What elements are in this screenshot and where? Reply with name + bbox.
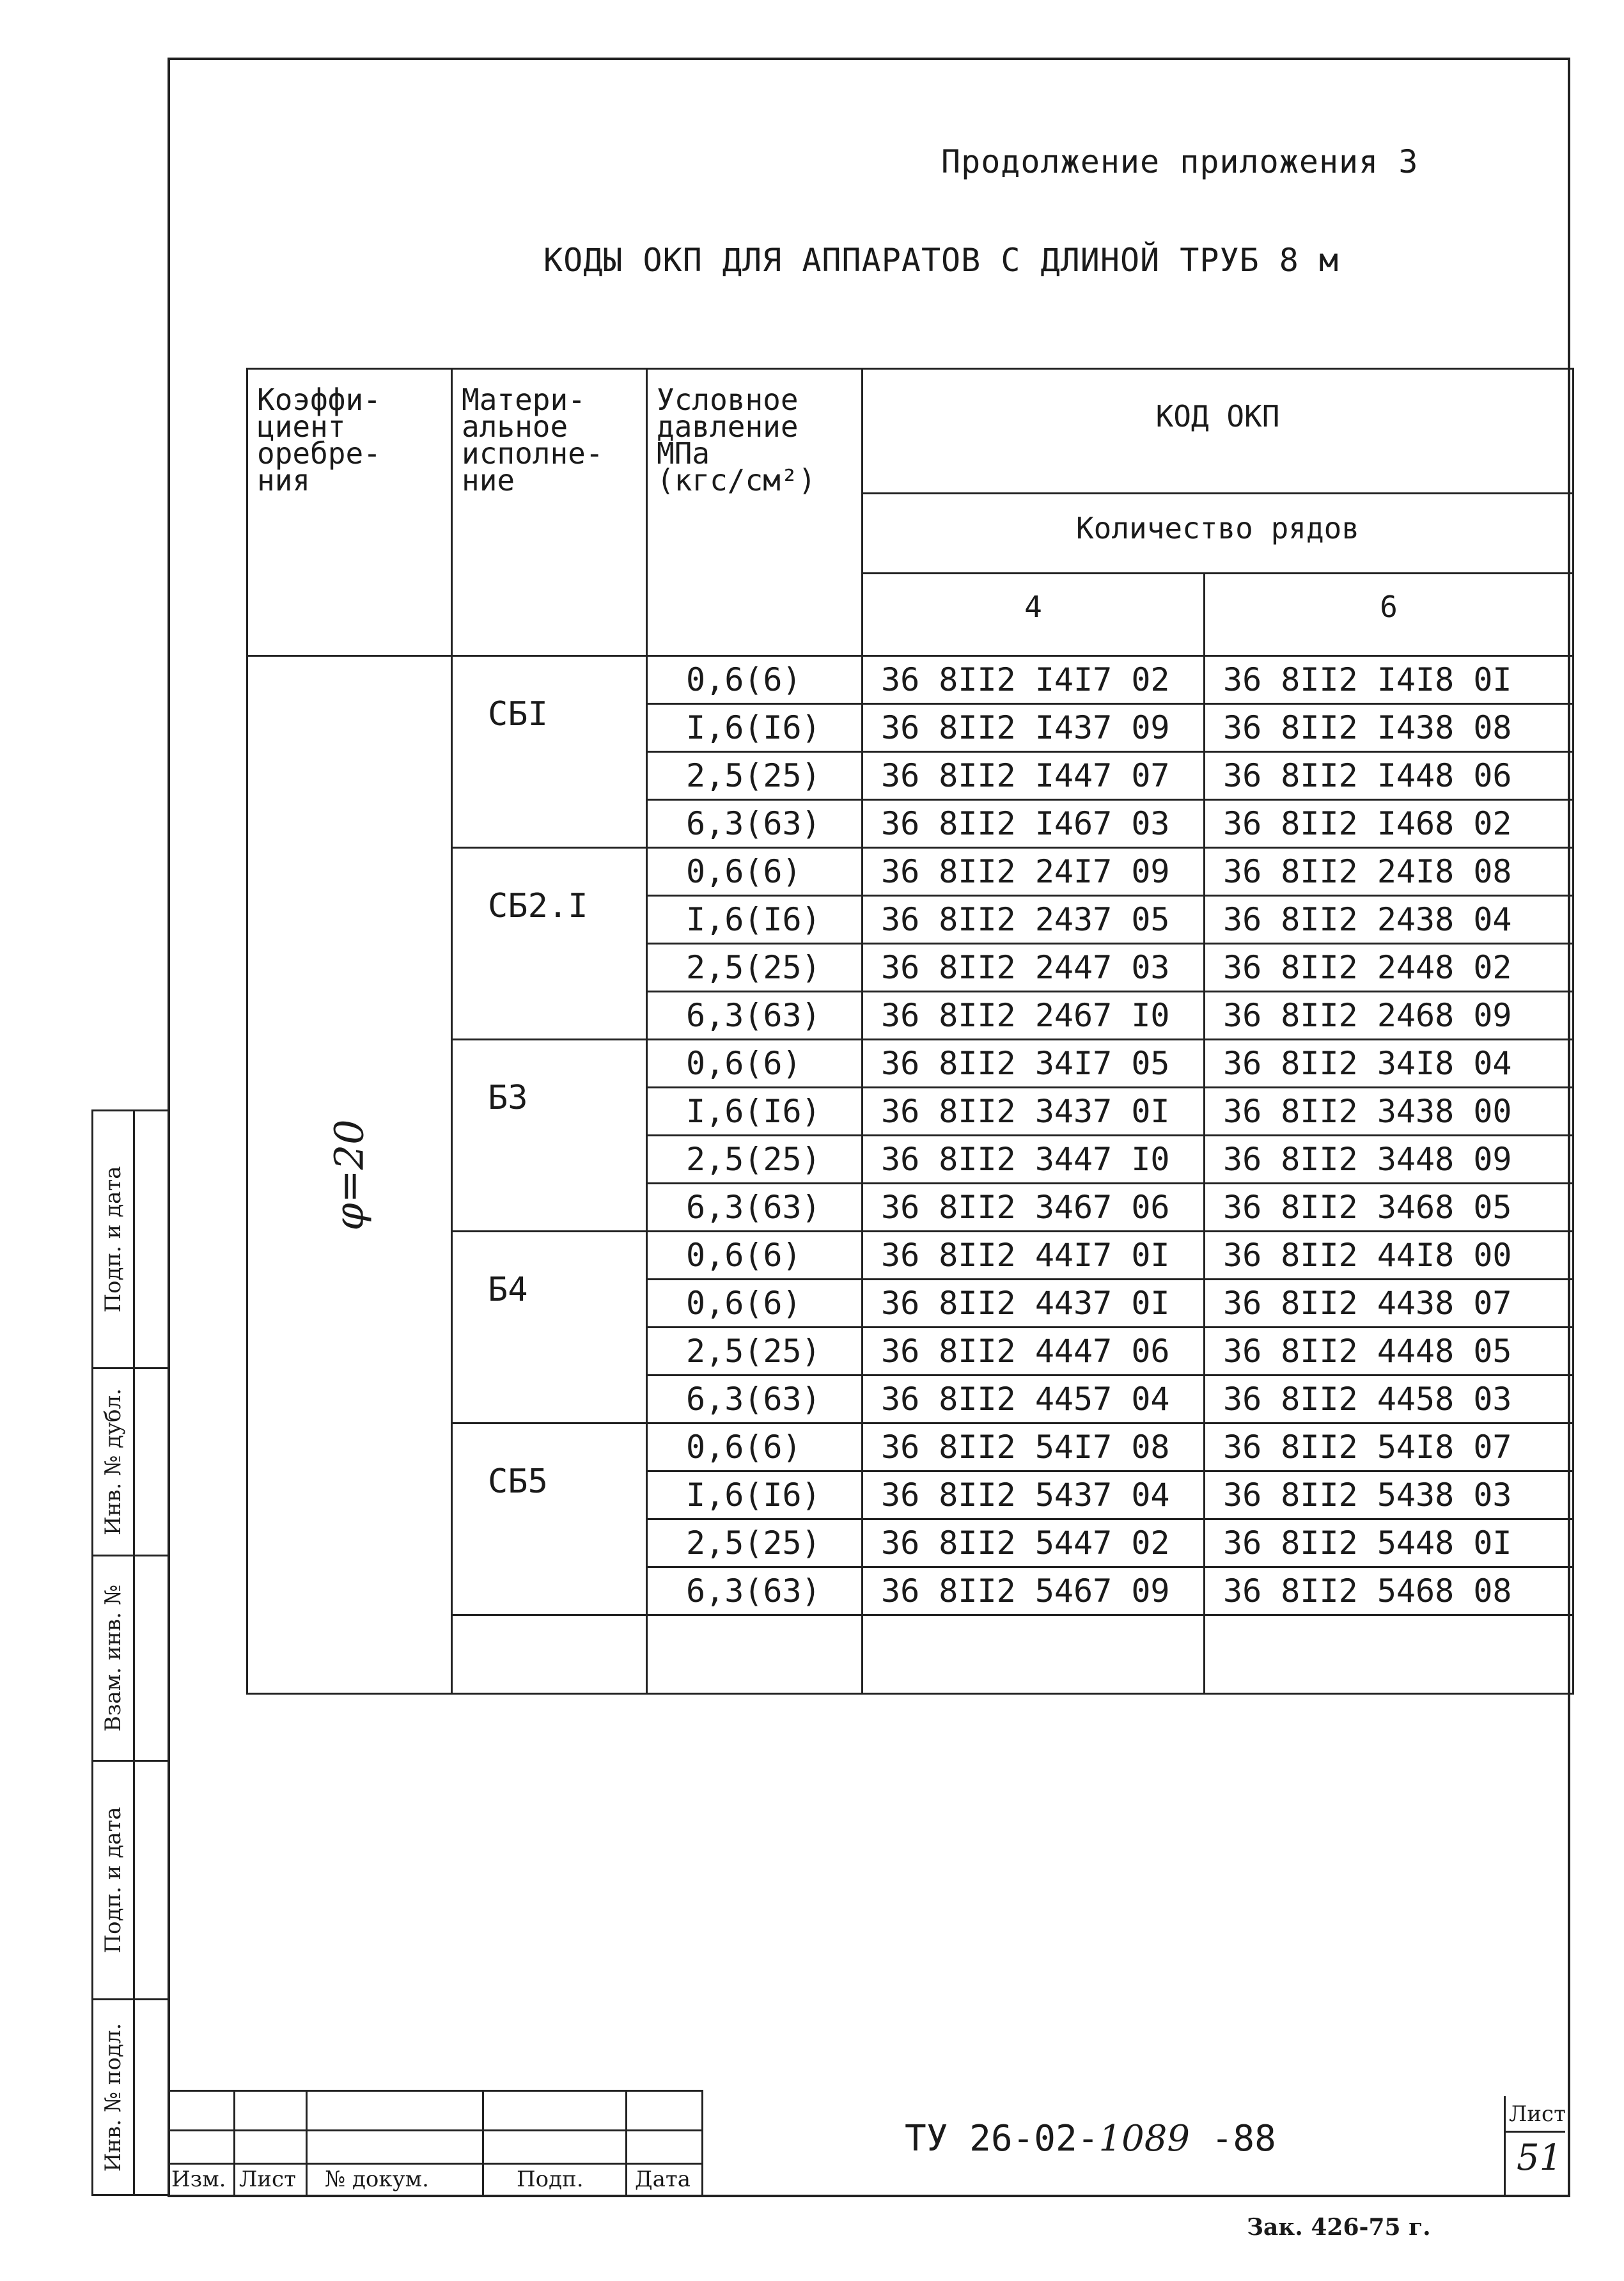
code-4-rows-cell: 36 8II2 3467 06 xyxy=(863,1184,1205,1232)
pressure-cell: 6,3(63) xyxy=(647,1376,863,1423)
code-6-rows-cell: 36 8II2 34I8 04 xyxy=(1205,1040,1573,1088)
code-6-rows-cell: 36 8II2 4448 05 xyxy=(1205,1328,1573,1376)
code-4-rows-cell: 36 8II2 I467 03 xyxy=(863,800,1205,848)
pressure-cell: I,6(I6) xyxy=(647,1088,863,1136)
material-cell: СБ2.I xyxy=(452,848,647,1040)
pressure-cell: I,6(I6) xyxy=(647,1471,863,1519)
empty-cell xyxy=(1205,1615,1573,1694)
code-6-rows-cell: 36 8II2 5438 03 xyxy=(1205,1471,1573,1519)
strip-label: Подп. и дата xyxy=(100,1807,126,1954)
tb-rule xyxy=(1504,2096,1506,2195)
pressure-cell: 2,5(25) xyxy=(647,752,863,800)
code-6-rows-cell: 36 8II2 3438 00 xyxy=(1205,1088,1573,1136)
code-4-rows-cell: 36 8II2 2447 03 xyxy=(863,944,1205,992)
code-6-rows-cell: 36 8II2 4438 07 xyxy=(1205,1280,1573,1328)
pressure-cell: 0,6(6) xyxy=(647,1423,863,1471)
code-4-rows-cell: 36 8II2 2437 05 xyxy=(863,896,1205,944)
doc-suffix: -88 xyxy=(1189,2118,1276,2160)
strip-cell-replace-inv xyxy=(93,1556,135,1760)
pressure-cell: 2,5(25) xyxy=(647,1328,863,1376)
code-4-rows-cell: 36 8II2 34I7 05 xyxy=(863,1040,1205,1088)
code-6-rows-cell: 36 8II2 2438 04 xyxy=(1205,896,1573,944)
code-6-rows-cell: 36 8II2 I438 08 xyxy=(1205,704,1573,752)
code-4-rows-cell: 36 8II2 4457 04 xyxy=(863,1376,1205,1423)
material-cell: СБ5 xyxy=(452,1423,647,1615)
tb-rule xyxy=(233,2090,235,2195)
code-6-rows-cell: 36 8II2 I4I8 0I xyxy=(1205,656,1573,704)
code-6-rows-cell: 36 8II2 2468 09 xyxy=(1205,992,1573,1040)
tb-rule xyxy=(168,2090,701,2092)
tb-label-change: Изм. xyxy=(171,2167,226,2192)
strip-cell-sign-date-2 xyxy=(93,1762,135,1998)
header-row-count: Количество рядов xyxy=(863,494,1573,574)
strip-label: Инв. № дубл. xyxy=(100,1388,126,1535)
code-4-rows-cell: 36 8II2 5467 09 xyxy=(863,1567,1205,1615)
code-6-rows-cell: 36 8II2 44I8 00 xyxy=(1205,1232,1573,1280)
tb-label-doc-no: № докум. xyxy=(325,2167,429,2192)
tb-rule xyxy=(168,2163,701,2165)
pressure-cell: 6,3(63) xyxy=(647,1567,863,1615)
code-4-rows-cell: 36 8II2 5447 02 xyxy=(863,1519,1205,1567)
sheet-number: 51 xyxy=(1517,2137,1563,2179)
header-code-okp: КОД ОКП xyxy=(863,369,1573,494)
continuation-label: Продолжение приложения 3 xyxy=(941,143,1419,180)
pressure-cell: 2,5(25) xyxy=(647,1136,863,1184)
coefficient-cell xyxy=(247,656,452,1694)
okp-codes-table xyxy=(246,368,1574,1695)
code-6-rows-cell: 36 8II2 4458 03 xyxy=(1205,1376,1573,1423)
pressure-cell: 0,6(6) xyxy=(647,1232,863,1280)
code-4-rows-cell: 36 8II2 I4I7 02 xyxy=(863,656,1205,704)
tb-label-date: Дата xyxy=(635,2167,691,2192)
tb-label-signature: Подп. xyxy=(517,2167,584,2192)
strip-label: Взам. инв. № xyxy=(100,1584,126,1732)
coefficient-value: φ=20 xyxy=(325,1118,373,1231)
pressure-cell: 0,6(6) xyxy=(647,1040,863,1088)
tb-rule xyxy=(482,2090,484,2195)
doc-number-handwritten: 1089 xyxy=(1098,2118,1190,2160)
code-6-rows-cell: 36 8II2 I448 06 xyxy=(1205,752,1573,800)
code-6-rows-cell: 36 8II2 I468 02 xyxy=(1205,800,1573,848)
code-4-rows-cell: 36 8II2 54I7 08 xyxy=(863,1423,1205,1471)
strip-label: Подп. и дата xyxy=(100,1166,126,1313)
table-body xyxy=(247,656,1573,1694)
pressure-cell: 0,6(6) xyxy=(647,656,863,704)
code-4-rows-cell: 36 8II2 3447 I0 xyxy=(863,1136,1205,1184)
code-4-rows-cell: 36 8II2 4447 06 xyxy=(863,1328,1205,1376)
empty-cell xyxy=(452,1615,647,1694)
document-designation xyxy=(905,2118,1276,2160)
strip-cell-sign-date-1 xyxy=(93,1111,135,1367)
code-6-rows-cell: 36 8II2 2448 02 xyxy=(1205,944,1573,992)
tb-rule xyxy=(168,2129,701,2131)
order-note: Зак. 426-75 г. xyxy=(1247,2214,1431,2241)
tb-rule xyxy=(701,2090,703,2195)
code-6-rows-cell: 36 8II2 54I8 07 xyxy=(1205,1423,1573,1471)
pressure-cell: I,6(I6) xyxy=(647,704,863,752)
strip-cell-orig-inv xyxy=(93,2000,135,2194)
empty-cell xyxy=(863,1615,1205,1694)
pressure-cell: 2,5(25) xyxy=(647,944,863,992)
code-4-rows-cell: 36 8II2 3437 0I xyxy=(863,1088,1205,1136)
code-4-rows-cell: 36 8II2 5437 04 xyxy=(863,1471,1205,1519)
code-4-rows-cell: 36 8II2 I447 07 xyxy=(863,752,1205,800)
strip-label: Инв. № подл. xyxy=(100,2023,126,2172)
material-cell: СБI xyxy=(452,656,647,848)
header-material: Матери- альное исполне- ние xyxy=(452,369,647,656)
code-6-rows-cell: 36 8II2 3468 05 xyxy=(1205,1184,1573,1232)
tb-rule xyxy=(306,2090,308,2195)
header-rows-6: 6 xyxy=(1205,574,1573,656)
pressure-cell: 6,3(63) xyxy=(647,992,863,1040)
tb-rule xyxy=(1504,2131,1565,2133)
header-rows-4: 4 xyxy=(863,574,1205,656)
stamp-strip xyxy=(91,1109,169,2196)
code-4-rows-cell: 36 8II2 2467 I0 xyxy=(863,992,1205,1040)
strip-cell-dup-inv xyxy=(93,1369,135,1555)
header-coef: Коэффи- циент оребре- ния xyxy=(247,369,452,656)
material-cell: Б4 xyxy=(452,1232,647,1423)
empty-cell xyxy=(647,1615,863,1694)
code-4-rows-cell: 36 8II2 44I7 0I xyxy=(863,1232,1205,1280)
pressure-cell: 6,3(63) xyxy=(647,800,863,848)
code-6-rows-cell: 36 8II2 5468 08 xyxy=(1205,1567,1573,1615)
pressure-cell: 2,5(25) xyxy=(647,1519,863,1567)
code-6-rows-cell: 36 8II2 3448 09 xyxy=(1205,1136,1573,1184)
tb-rule xyxy=(625,2090,627,2195)
pressure-cell: 0,6(6) xyxy=(647,1280,863,1328)
code-4-rows-cell: 36 8II2 4437 0I xyxy=(863,1280,1205,1328)
code-4-rows-cell: 36 8II2 24I7 09 xyxy=(863,848,1205,896)
table-row xyxy=(247,656,1573,704)
material-cell: Б3 xyxy=(452,1040,647,1232)
page-title: КОДЫ ОКП ДЛЯ АППАРАТОВ С ДЛИНОЙ ТРУБ 8 м xyxy=(543,242,1339,279)
sheet-label: Лист xyxy=(1509,2101,1566,2127)
code-6-rows-cell: 36 8II2 5448 0I xyxy=(1205,1519,1573,1567)
tb-label-sheet: Лист xyxy=(239,2167,296,2192)
pressure-cell: 0,6(6) xyxy=(647,848,863,896)
pressure-cell: I,6(I6) xyxy=(647,896,863,944)
code-4-rows-cell: 36 8II2 I437 09 xyxy=(863,704,1205,752)
doc-prefix: ТУ 26-02- xyxy=(905,2118,1099,2160)
pressure-cell: 6,3(63) xyxy=(647,1184,863,1232)
header-pressure: Условное давление МПа (кгс/см²) xyxy=(647,369,863,656)
code-6-rows-cell: 36 8II2 24I8 08 xyxy=(1205,848,1573,896)
